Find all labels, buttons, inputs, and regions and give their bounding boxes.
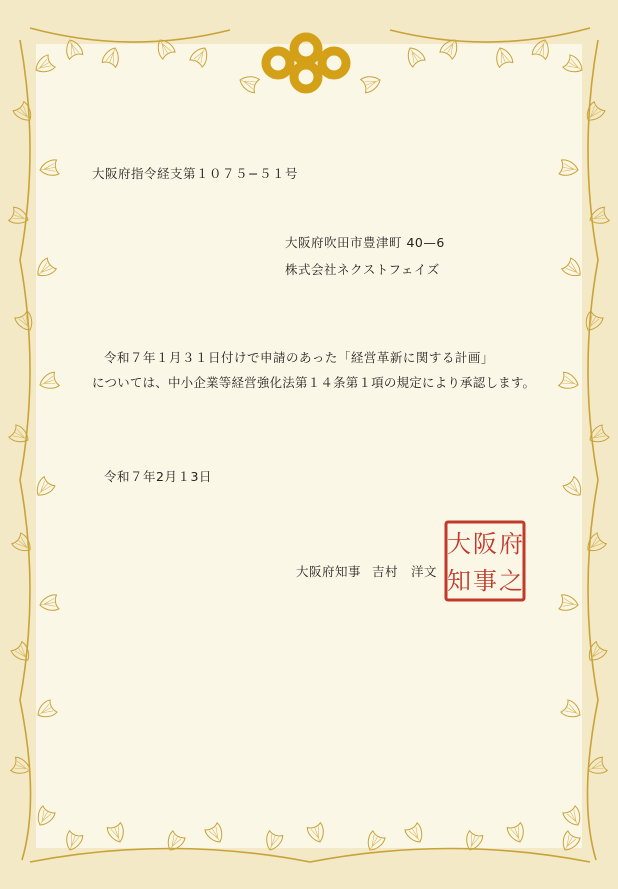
seal-char: 知 bbox=[447, 567, 471, 595]
seal-char: 大 bbox=[447, 530, 471, 558]
seal-char: 阪 bbox=[473, 530, 497, 558]
body-line-2: については、中小企業等経営強化法第１４条第１項の規定により承認します。 bbox=[92, 375, 536, 390]
issue-date: 令和７年2月１3日 bbox=[104, 469, 212, 484]
recipient-company: 株式会社ネクストフェイズ bbox=[285, 262, 440, 277]
osaka-prefecture-emblem-icon bbox=[256, 30, 356, 96]
official-seal bbox=[443, 519, 527, 603]
signer-title: 大阪府知事 bbox=[296, 564, 362, 579]
seal-char: 事 bbox=[473, 567, 497, 595]
recipient-address: 大阪府吹田市豊津町 40—6 bbox=[285, 235, 445, 250]
signer-name: 吉村 洋文 bbox=[372, 564, 438, 579]
document-number: 大阪府指令経支第１０７５−５１号 bbox=[92, 166, 298, 181]
seal-char: 之 bbox=[499, 567, 523, 595]
body-line-1: 令和７年１月３１日付けで申請のあった「経営革新に関する計画」 bbox=[104, 350, 494, 365]
seal-char: 府 bbox=[499, 530, 523, 558]
